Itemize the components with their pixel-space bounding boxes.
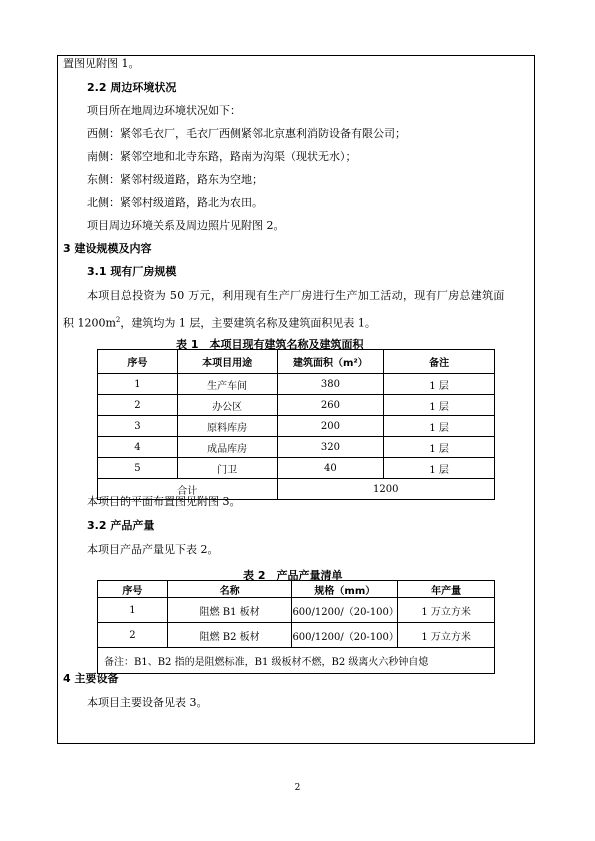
- table-cell: 600/1200/（20-100）: [292, 598, 398, 623]
- table-cell: 600/1200/（20-100）: [292, 623, 398, 648]
- text-span: ，建筑均为 1 层，主要建筑名称及建筑面积见表 1。: [120, 316, 376, 330]
- table-cell: 1: [98, 374, 178, 395]
- table-header-cell: 序号: [98, 350, 178, 374]
- paragraph: 本项目产品产量见下表 2。: [87, 543, 219, 556]
- table-cell: 1 层: [384, 458, 495, 479]
- table-cell: 40: [277, 458, 384, 479]
- table-cell: 办公区: [177, 395, 277, 416]
- paragraph: 本项目主要设备见表 3。: [87, 696, 208, 709]
- paragraph: [63, 313, 376, 331]
- section-heading-2-2: 2.2 周边环境状况: [87, 81, 177, 94]
- section-heading-3: 3 建设规模及内容: [63, 242, 152, 255]
- table-row: [98, 458, 495, 479]
- table-cell: 1 层: [384, 374, 495, 395]
- table-cell: 200: [277, 416, 384, 437]
- section-heading-4: 4 主要设备: [63, 672, 119, 685]
- paragraph-north: 北侧：紧邻村级道路，路北为农田。: [87, 196, 263, 209]
- table-header-row: [98, 581, 495, 598]
- table-total-value: 1200: [277, 479, 495, 500]
- table-header-cell: 序号: [98, 581, 168, 598]
- table-cell: 2: [98, 395, 178, 416]
- table-cell: 2: [98, 623, 168, 648]
- table-total-label: 合计: [98, 479, 278, 500]
- table-cell: 1 万立方米: [398, 623, 495, 648]
- paragraph: 置图见附图 1。: [63, 57, 140, 70]
- table-cell: 原料库房: [177, 416, 277, 437]
- table-cell: 阻燃 B1 板材: [167, 598, 292, 623]
- table-header-cell: 名称: [167, 581, 292, 598]
- table-cell: 成品库房: [177, 437, 277, 458]
- table2-caption: 表 2 产品产量清单: [243, 569, 343, 582]
- page-number: 2: [294, 783, 301, 793]
- table1-caption: 表 1 本项目现有建筑名称及建筑面积: [176, 338, 364, 351]
- table-cell: 生产车间: [177, 374, 277, 395]
- table1: [97, 349, 495, 500]
- paragraph: 项目周边环境关系及周边照片见附图 2。: [87, 219, 285, 232]
- table-header-cell: 规格（mm）: [292, 581, 398, 598]
- table-cell: 4: [98, 437, 178, 458]
- table-header-row: [98, 350, 495, 374]
- table-cell: 1 层: [384, 437, 495, 458]
- table-row: [98, 395, 495, 416]
- table-cell: 1 层: [384, 395, 495, 416]
- paragraph-south: 南侧：紧邻空地和北寺东路，路南为沟渠（现状无水）；: [87, 150, 357, 163]
- section-heading-3-1: 3.1 现有厂房规模: [87, 265, 177, 278]
- paragraph: 本项目的平面布置图见附图 3。: [87, 495, 241, 508]
- table-row: [98, 416, 495, 437]
- table-row: [98, 437, 495, 458]
- table-row: [98, 374, 495, 395]
- table2: [97, 580, 495, 674]
- superscript: 2: [115, 316, 121, 324]
- table-cell: 5: [98, 458, 178, 479]
- table-header-cell: 备注: [384, 350, 495, 374]
- table-header-cell: 本项目用途: [177, 350, 277, 374]
- paragraph-west: 西侧：紧邻毛衣厂，毛衣厂西侧紧邻北京惠利消防设备有限公司；: [87, 127, 406, 140]
- section-heading-3-2: 3.2 产品产量: [87, 519, 155, 532]
- table-cell: 320: [277, 437, 384, 458]
- table-header-cell: 建筑面积（m²）: [277, 350, 384, 374]
- table-cell: 阻燃 B2 板材: [167, 623, 292, 648]
- table-cell: 3: [98, 416, 178, 437]
- paragraph-east: 东侧：紧邻村级道路，路东为空地；: [87, 173, 263, 186]
- table-cell: 380: [277, 374, 384, 395]
- text-span: 积 1200m: [63, 316, 116, 330]
- table-cell: 1 万立方米: [398, 598, 495, 623]
- table-row: [98, 598, 495, 623]
- paragraph: 本项目总投资为 50 万元，利用现有生产厂房进行生产加工活动，现有厂房总建筑面: [87, 289, 505, 302]
- table-cell: 260: [277, 395, 384, 416]
- table-cell: 1 层: [384, 416, 495, 437]
- table-cell: 1: [98, 598, 168, 623]
- table-row: [98, 623, 495, 648]
- table-cell: 门卫: [177, 458, 277, 479]
- table-header-cell: 年产量: [398, 581, 495, 598]
- table-note-row: [98, 648, 495, 674]
- table-note: 备注：B1、B2 指的是阻燃标准，B1 级板材不燃，B2 级离火六秒钟自熄: [98, 648, 495, 674]
- paragraph: 项目所在地周边环境状况如下：: [87, 104, 241, 117]
